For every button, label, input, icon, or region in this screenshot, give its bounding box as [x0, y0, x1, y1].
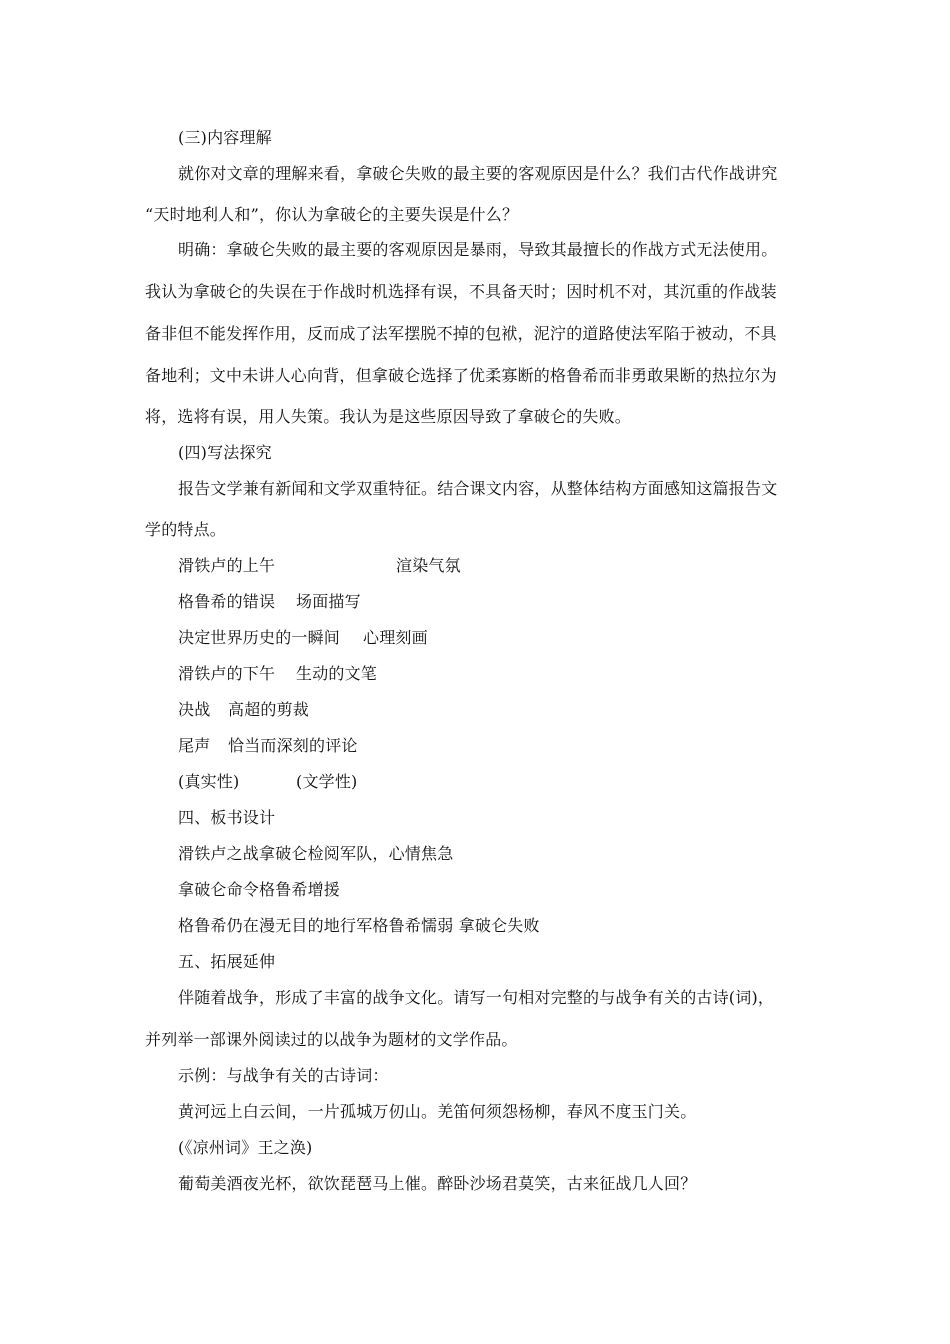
board-line-3: 格鲁希仍在漫无目的地行军格鲁希懦弱 拿破仑失败 — [178, 916, 540, 935]
answer-line-2: 我认为拿破仑的失误在于作战时机选择有误，不具备天时；因时机不对，其沉重的作战装 — [145, 282, 777, 301]
extension-line-2: 并列举一部课外阅读过的以战争为题材的文学作品。 — [145, 1030, 518, 1049]
question-line-2: “天时地利人和”，你认为拿破仑的主要失误是什么？ — [145, 205, 519, 224]
structure-row-right: 恰当而深刻的评论 — [228, 736, 358, 755]
example-label: 示例：与战争有关的古诗词： — [178, 1066, 389, 1085]
structure-row-right: 高超的剪裁 — [228, 700, 310, 719]
structure-row — [178, 664, 378, 684]
board-line-2: 拿破仑命令格鲁希增援 — [178, 880, 341, 899]
structure-row-left: 格鲁希的错误 — [178, 592, 276, 611]
structure-row-left: 滑铁卢的下午 — [178, 664, 276, 683]
answer-line-4: 备地利；文中未讲人心向背，但拿破仑选择了优柔寡断的格鲁希而非勇敢果断的热拉尔为 — [145, 366, 777, 385]
prompt-line-2: 学的特点。 — [145, 520, 227, 539]
section-heading-writing: (四)写法探究 — [178, 443, 272, 462]
extension-line-1: 伴随着战争，形成了丰富的战争文化。请写一句相对完整的与战争有关的古诗(词)， — [178, 988, 775, 1007]
answer-line-5: 将，选将有误，用人失策。我认为是这些原因导致了拿破仑的失败。 — [145, 407, 632, 426]
structure-row-left: 尾声 — [178, 736, 211, 755]
answer-line-1: 明确：拿破仑失败的最主要的客观原因是暴雨，导致其最擅长的作战方式无法使用。 — [178, 240, 778, 259]
board-line-1: 滑铁卢之战拿破仑检阅军队，心情焦急 — [178, 844, 454, 863]
structure-row-right: (文学性) — [296, 772, 358, 791]
structure-row-left: 决定世界历史的一瞬间 — [178, 628, 341, 647]
section-heading-content: (三)内容理解 — [178, 128, 272, 147]
structure-row — [178, 772, 358, 792]
structure-row — [178, 592, 361, 612]
structure-row-left: 滑铁卢的上午 — [178, 556, 276, 575]
structure-row-right: 心理刻画 — [363, 628, 428, 647]
structure-row-right: 场面描写 — [296, 592, 361, 611]
poem-1: 黄河远上白云间，一片孤城万仞山。羌笛何须怨杨柳，春风不度玉门关。 — [178, 1102, 697, 1121]
question-line-1: 就你对文章的理解来看，拿破仑失败的最主要的客观原因是什么？我们古代作战讲究 — [178, 164, 778, 183]
structure-row-right: 渲染气氛 — [396, 556, 461, 575]
prompt-line-1: 报告文学兼有新闻和文学双重特征。结合课文内容，从整体结构方面感知这篇报告文 — [178, 479, 778, 498]
section-heading-extension: 五、拓展延伸 — [178, 952, 276, 971]
poem-2: 葡萄美酒夜光杯，欲饮琵琶马上催。醉卧沙场君莫笑，古来征战几人回？ — [178, 1174, 697, 1193]
structure-row — [178, 628, 428, 648]
section-heading-board: 四、板书设计 — [178, 808, 276, 827]
structure-row-left: (真实性) — [178, 772, 240, 791]
structure-row — [178, 556, 461, 576]
structure-row-left: 决战 — [178, 700, 211, 719]
poem-1-source: (《凉州词》王之涣) — [178, 1138, 313, 1157]
structure-row-right: 生动的文笔 — [296, 664, 378, 683]
answer-line-3: 备非但不能发挥作用，反而成了法军摆脱不掉的包袱，泥泞的道路使法军陷于被动，不具 — [145, 324, 777, 343]
structure-row — [178, 736, 358, 756]
structure-row — [178, 700, 310, 720]
